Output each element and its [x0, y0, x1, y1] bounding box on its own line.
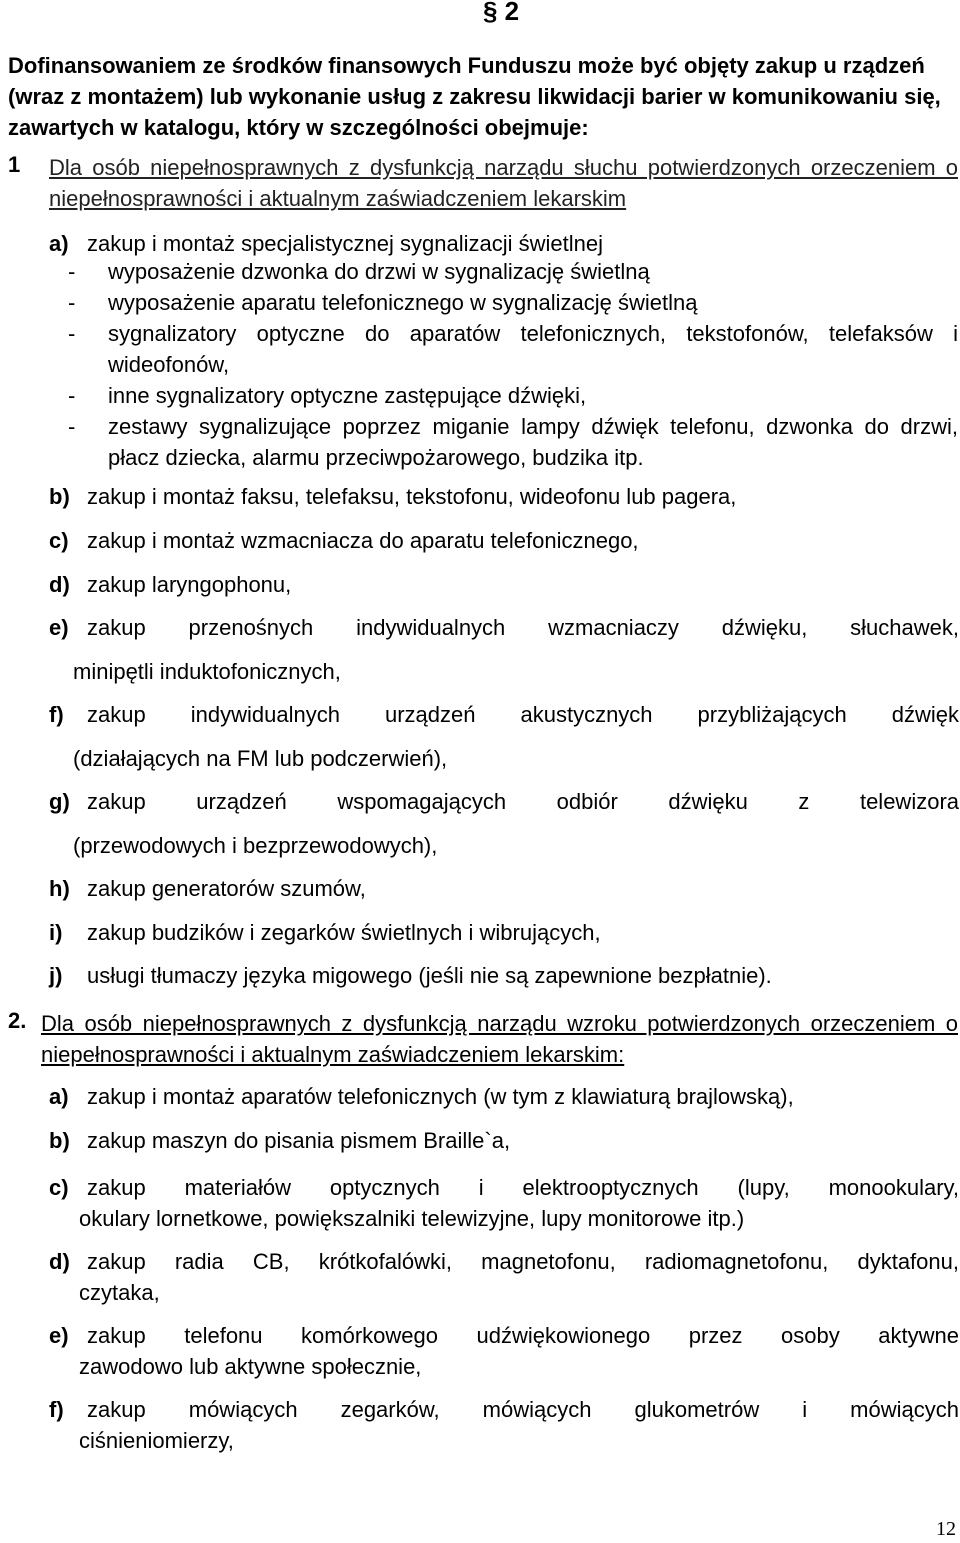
- section-1: [8, 152, 958, 214]
- item-continuation: minipętli induktofonicznych,: [73, 659, 341, 684]
- bullet-text: wyposażenie aparatu telefonicznego w sygnalizację świetlną: [108, 290, 698, 315]
- item-continuation: (przewodowych i bezprzewodowych),: [73, 833, 438, 858]
- item-letter: b): [49, 484, 70, 509]
- bullet-list-1a: [68, 256, 958, 473]
- list-item-1a: [49, 231, 959, 257]
- item-letter: a): [49, 231, 69, 256]
- list-item-1f: [49, 703, 959, 781]
- section-1-heading: Dla osób niepełnosprawnych z dysfunkcją narządu słuchu potwierdzonych orzeczeniem o niepełnosprawności i aktualnym zaświadczeniem lekarskim: [49, 155, 958, 211]
- list-item-2c: [49, 1172, 959, 1234]
- list-item-1g: [49, 790, 959, 868]
- item-continuation: okulary lornetkowe, powiększalniki telewizyjne, lupy monitorowe itp.): [79, 1206, 745, 1231]
- item-letter: a): [49, 1084, 69, 1109]
- item-letter: g): [49, 789, 70, 814]
- item-continuation: czytaka,: [79, 1280, 160, 1305]
- section-2-number: 2.: [8, 1008, 27, 1033]
- item-text: zakup i montaż specjalistycznej sygnalizacji świetlnej: [87, 231, 604, 256]
- item-text: zakup urządzeń wspomagających odbiór dźwięku z telewizora: [87, 789, 959, 814]
- item-letter: f): [49, 1397, 64, 1422]
- bullet-item: [68, 318, 958, 380]
- list-item-2f: [49, 1394, 959, 1456]
- item-text: zakup budzików i zegarków świetlnych i wibrujących,: [87, 920, 601, 945]
- bullet-item: [68, 287, 958, 318]
- item-text: zakup maszyn do pisania pismem Braille`a,: [87, 1128, 511, 1153]
- item-letter: b): [49, 1128, 70, 1153]
- bullet-dash: -: [68, 259, 76, 284]
- list-item-2a: [49, 1084, 959, 1110]
- item-continuation: ciśnieniomierzy,: [79, 1428, 234, 1453]
- list-item-1i: [49, 920, 959, 946]
- bullet-item: [68, 411, 958, 473]
- bullet-text: inne sygnalizatory optyczne zastępujące dźwięki,: [108, 383, 587, 408]
- bullet-dash: -: [68, 383, 76, 408]
- list-item-1h: [49, 876, 959, 902]
- bullet-dash: -: [68, 290, 76, 315]
- list-item-2d: [49, 1246, 959, 1308]
- item-text: zakup mówiących zegarków, mówiących glukometrów i mówiących: [87, 1397, 959, 1422]
- list-item-2b: [49, 1128, 959, 1154]
- page-number: 12: [936, 1518, 956, 1540]
- item-text: zakup i montaż wzmacniacza do aparatu telefonicznego,: [87, 528, 639, 553]
- item-text: zakup i montaż aparatów telefonicznych (w tym z klawiaturą brajlowską),: [87, 1084, 794, 1109]
- bullet-dash: -: [68, 414, 76, 439]
- bullet-text: zestawy sygnalizujące poprzez miganie lampy dźwięk telefonu, dzwonka do drzwi, płacz dziecka, alarmu przeciwpożarowego, budzika itp.: [108, 414, 958, 470]
- item-letter: f): [49, 702, 64, 727]
- item-letter: c): [49, 1175, 69, 1200]
- item-letter: e): [49, 615, 69, 640]
- section-mark: § 2: [483, 0, 520, 26]
- item-text: zakup przenośnych indywidualnych wzmacniaczy dźwięku, słuchawek,: [87, 615, 959, 640]
- bullet-text: wyposażenie dzwonka do drzwi w sygnalizację świetlną: [108, 259, 650, 284]
- item-text: usługi tłumaczy języka migowego (jeśli nie są zapewnione bezpłatnie).: [87, 963, 772, 988]
- item-letter: c): [49, 528, 69, 553]
- item-text: zakup i montaż faksu, telefaksu, tekstofonu, wideofonu lub pagera,: [87, 484, 737, 509]
- list-item-1b: [49, 484, 959, 510]
- item-letter: e): [49, 1323, 69, 1348]
- intro-paragraph: Dofinansowaniem ze środków finansowych Funduszu może być objęty zakup u rządzeń (wraz z montażem) lub wykonanie usług z zakresu likwidacji barier w komunikowaniu się, zawartych w katalogu, który w szczególności obejmuje:: [8, 53, 941, 140]
- item-continuation: zawodowo lub aktywne społecznie,: [79, 1354, 422, 1379]
- list-item-1e: [49, 616, 959, 694]
- item-text: zakup laryngophonu,: [87, 572, 292, 597]
- bullet-item: [68, 256, 958, 287]
- item-text: zakup telefonu komórkowego udźwiękowionego przez osoby aktywne: [87, 1323, 959, 1348]
- bullet-item: [68, 380, 958, 411]
- item-text: zakup radia CB, krótkofalówki, magnetofonu, radiomagnetofonu, dyktafonu,: [87, 1249, 959, 1274]
- bullet-dash: -: [68, 321, 76, 346]
- item-text: zakup indywidualnych urządzeń akustycznych przybliżających dźwięk: [87, 702, 959, 727]
- item-letter: h): [49, 876, 70, 901]
- item-continuation: (działających na FM lub podczerwień),: [73, 746, 448, 771]
- bullet-text: sygnalizatory optyczne do aparatów telefonicznych, tekstofonów, telefaksów i wideofonów,: [108, 321, 958, 377]
- item-letter: j): [49, 963, 63, 988]
- item-letter: d): [49, 572, 70, 597]
- list-item-1j: [49, 963, 959, 989]
- item-text: zakup generatorów szumów,: [87, 876, 366, 901]
- section-1-number: 1: [8, 152, 21, 177]
- list-item-2e: [49, 1320, 959, 1382]
- item-letter: d): [49, 1249, 70, 1274]
- section-2-heading: Dla osób niepełnosprawnych z dysfunkcją narządu wzroku potwierdzonych orzeczeniem o niepełnosprawności i aktualnym zaświadczeniem lekarskim:: [41, 1011, 958, 1067]
- item-text: zakup materiałów optycznych i elektrooptycznych (lupy, monookulary,: [87, 1175, 959, 1200]
- item-letter: i): [49, 920, 63, 945]
- list-item-1c: [49, 528, 959, 554]
- list-item-1d: [49, 572, 959, 598]
- section-2: [8, 1008, 958, 1070]
